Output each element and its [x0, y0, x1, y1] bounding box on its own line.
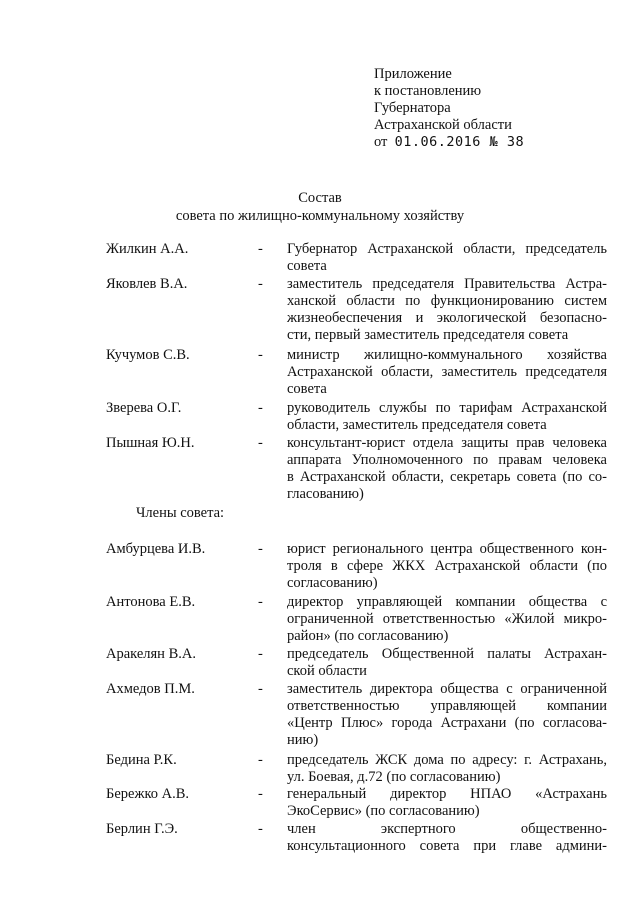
role-line: министр жилищно-коммунального хозяйства	[287, 347, 607, 363]
person-name: Аракелян В.А.	[106, 646, 196, 662]
dash: -	[258, 646, 263, 662]
person-role	[287, 347, 607, 398]
person-role	[287, 435, 607, 503]
role-line: ул. Боевая, д.72 (по согласованию)	[287, 769, 501, 785]
annex-block	[374, 66, 524, 151]
person-role	[287, 276, 607, 344]
dash: -	[258, 241, 263, 257]
annex-date	[374, 134, 524, 151]
role-line: заместитель директора общества с ограниченной	[287, 681, 607, 697]
person-name: Амбурцева И.В.	[106, 541, 206, 557]
role-line: в Астраханской области, секретарь совета (по со-	[287, 469, 607, 485]
person-role	[287, 541, 607, 592]
role-line: консультант-юрист отдела защиты прав человека	[287, 435, 607, 451]
role-line: ограниченной ответственностью «Жилой микро-	[287, 611, 607, 627]
person-role	[287, 681, 607, 749]
dash: -	[258, 821, 263, 837]
person-role	[287, 594, 607, 645]
annex-line: Губернатора	[374, 100, 451, 116]
date-prefix: от	[374, 134, 388, 150]
person-name: Антонова Е.В.	[106, 594, 196, 610]
person-name: Жилкин А.А.	[106, 241, 189, 257]
person-role	[287, 821, 607, 855]
person-role	[287, 241, 607, 275]
role-line: жизнеобеспечения и экологической безопасно-	[287, 310, 607, 326]
person-name: Ахмедов П.М.	[106, 681, 195, 697]
annex-line: Астраханской области	[374, 117, 512, 133]
person-role	[287, 752, 607, 786]
members-title: Члены совета:	[136, 505, 225, 521]
person-name: Пышная Ю.Н.	[106, 435, 195, 451]
role-line: «Центр Плюс» города Астрахани (по согласова-	[287, 715, 607, 731]
role-line: руководитель службы по тарифам Астраханской	[287, 400, 607, 416]
person-name: Зверева О.Г.	[106, 400, 182, 416]
role-line: гласованию)	[287, 486, 364, 502]
role-line: юрист регионального центра общественного кон-	[287, 541, 607, 557]
dash: -	[258, 752, 263, 768]
person-name: Бедина Р.К.	[106, 752, 177, 768]
heading-title: Состав	[298, 190, 342, 206]
role-line: заместитель председателя Правительства Астра-	[287, 276, 607, 292]
role-line: Астраханской области, заместитель председателя	[287, 364, 607, 380]
role-line: ЭкоСервис» (по согласованию)	[287, 803, 480, 819]
role-line: директор управляющей компании общества с	[287, 594, 607, 610]
dash: -	[258, 400, 263, 416]
role-line: совета	[287, 258, 327, 274]
dash: -	[258, 541, 263, 557]
annex-line: Приложение	[374, 66, 452, 82]
role-line: ской области	[287, 663, 367, 679]
role-line: нию)	[287, 732, 319, 748]
role-line: совета	[287, 381, 327, 397]
person-role	[287, 786, 607, 820]
role-line: Губернатор Астраханской области, председатель	[287, 241, 607, 257]
heading-subtitle: совета по жилищно-коммунальному хозяйству	[175, 208, 465, 224]
dash: -	[258, 435, 263, 451]
person-role	[287, 400, 607, 434]
role-line: район» (по согласованию)	[287, 628, 449, 644]
role-line: ханской области по функционированию систем	[287, 293, 607, 309]
role-line: председатель ЖСК дома по адресу: г. Астрахань,	[287, 752, 607, 768]
role-line: председатель Общественной палаты Астрахан-	[287, 646, 607, 662]
role-line: ответственностью управляющей компании	[287, 698, 607, 714]
person-role	[287, 646, 607, 680]
person-name: Бережко А.В.	[106, 786, 190, 802]
dash: -	[258, 347, 263, 363]
dash: -	[258, 681, 263, 697]
role-line: троля в сфере ЖКХ Астраханской области (по	[287, 558, 607, 574]
person-name: Берлин Г.Э.	[106, 821, 178, 837]
role-line: генеральный директор НПАО «Астрахань	[287, 786, 607, 802]
role-line: консультационного совета при главе админи-	[287, 838, 607, 854]
role-line: аппарата Уполномоченного по правам человека	[287, 452, 607, 468]
person-name: Яковлев В.А.	[106, 276, 188, 292]
role-line: член экспертного общественно-	[287, 821, 607, 837]
dash: -	[258, 786, 263, 802]
person-name: Кучумов С.В.	[106, 347, 190, 363]
role-line: согласованию)	[287, 575, 378, 591]
role-line: сти, первый заместитель председателя совета	[287, 327, 569, 343]
dash: -	[258, 594, 263, 610]
role-line: области, заместитель председателя совета	[287, 417, 547, 433]
dash: -	[258, 276, 263, 292]
document-heading	[0, 189, 640, 225]
annex-line: к постановлению	[374, 83, 482, 99]
date-stamp: 01.06.2016 № 38	[394, 134, 525, 150]
